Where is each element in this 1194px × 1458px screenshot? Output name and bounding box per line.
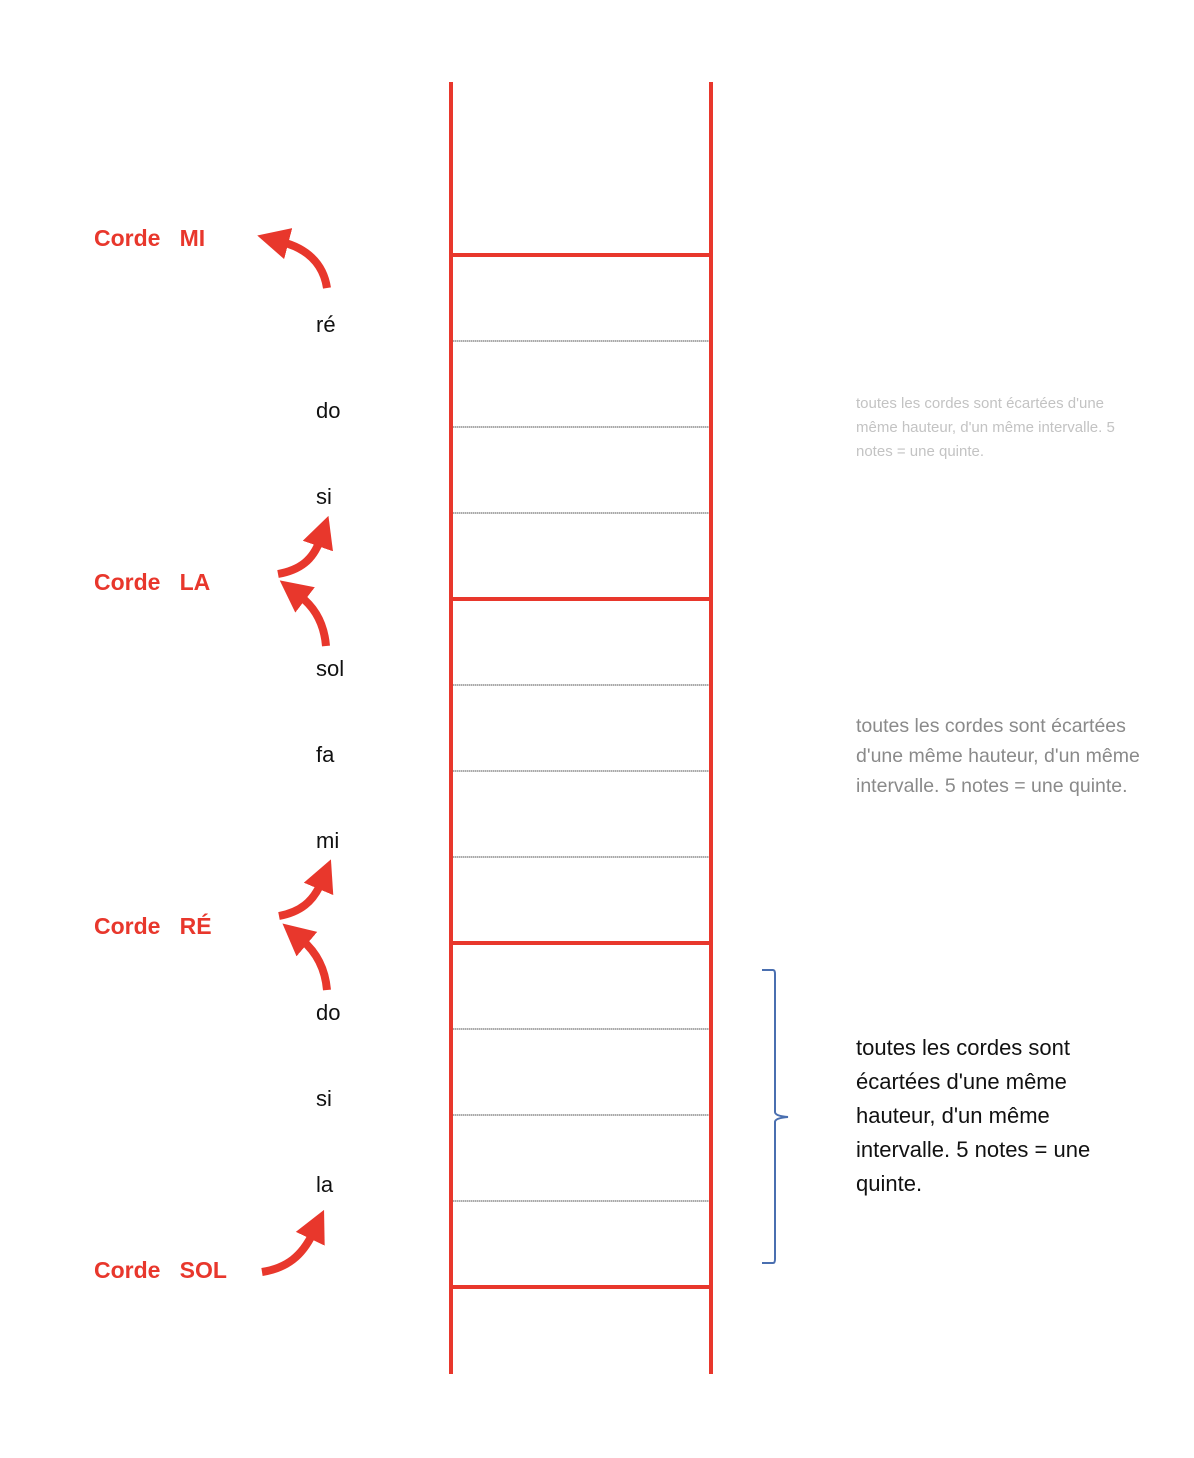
note-label: mi xyxy=(316,828,340,853)
note-label: sol xyxy=(316,656,345,681)
note-label: fa xyxy=(316,742,335,767)
note-label: la xyxy=(316,1172,334,1197)
caption-mid: toutes les cordes sont écartées d'une même hauteur, d'un même intervalle. 5 notes = une quinte. xyxy=(856,715,1140,797)
curved-arrow-icon xyxy=(278,540,320,574)
curved-arrow-icon xyxy=(302,940,327,990)
curved-arrow-icon xyxy=(282,242,327,288)
string-label-la: Corde LA xyxy=(94,569,211,595)
note-label: do xyxy=(316,1000,341,1025)
caption-faint: toutes les cordes sont écartées d'une même hauteur, d'un même intervalle. 5 notes = une quinte. xyxy=(856,395,1115,460)
caption-main: toutes les cordes sont écartées d'une même hauteur, d'un même intervalle. 5 notes = une quinte. xyxy=(856,1035,1091,1196)
curved-arrow-icon xyxy=(279,883,321,916)
curved-arrow-icon xyxy=(262,1233,313,1272)
note-label: do xyxy=(316,398,341,423)
string-label-re: Corde RÉ xyxy=(94,913,212,939)
string-label-sol: Corde SOL xyxy=(94,1257,227,1283)
curved-arrow-icon xyxy=(300,596,326,646)
curly-bracket-icon xyxy=(762,970,788,1263)
string-label-mi: Corde MI xyxy=(94,225,206,251)
note-label: si xyxy=(316,484,332,509)
note-label: si xyxy=(316,1086,332,1111)
note-label: ré xyxy=(316,312,336,337)
